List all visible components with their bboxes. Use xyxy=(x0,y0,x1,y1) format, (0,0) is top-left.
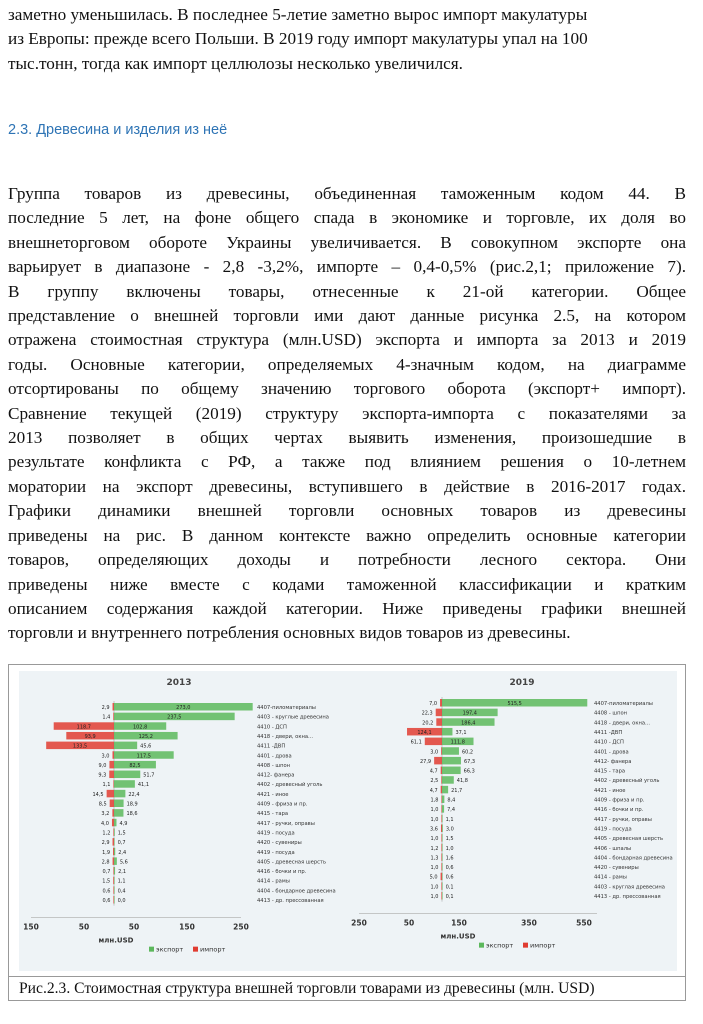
category-label: 4414 - рамы xyxy=(257,878,290,885)
export-value-label: 1,6 xyxy=(445,855,454,862)
export-value-label: 102,8 xyxy=(132,724,148,731)
legend-import-label: импорт xyxy=(530,941,556,950)
import-bar xyxy=(436,718,442,726)
legend-export-label: экспорт xyxy=(486,941,514,950)
category-label: 4419 - посуда xyxy=(594,826,632,833)
body-line: приведены ниже вместе с кодами таможенной классификации и кратким xyxy=(8,574,686,594)
import-value-label: 0,6 xyxy=(102,898,111,904)
export-value-label: 1,1 xyxy=(117,878,126,885)
export-bar xyxy=(114,838,115,846)
category-label: 4411 -ДВП xyxy=(257,743,286,750)
intro-line: из Европы: прежде всего Польши. В 2019 году импорт макулатуры упал на 100 xyxy=(8,29,588,49)
category-label: 4411 -ДВП xyxy=(594,729,623,736)
category-label: 4414 - рамы xyxy=(594,874,627,881)
import-bar xyxy=(109,761,114,769)
import-value-label: 4,7 xyxy=(429,787,438,794)
export-value-label: 82,5 xyxy=(129,762,141,769)
body-line: Графики динамики внешней торговли основных товаров из древесины xyxy=(8,501,686,521)
import-value-label: 0,7 xyxy=(102,869,111,876)
body-line: годы. Основные категории, определяемых 4-значным кодом, на диаграмме xyxy=(8,354,686,374)
import-value-label: 1,0 xyxy=(430,884,439,891)
import-value-label: 1,9 xyxy=(102,849,111,856)
import-value-label: 61,1 xyxy=(410,739,422,746)
import-value-label: 3,0 xyxy=(101,753,110,760)
import-bar xyxy=(441,873,442,881)
import-bar xyxy=(109,771,114,779)
body-line: приведены на рис. В данном контексте важно определить основные категории xyxy=(8,525,686,545)
import-value-label: 0,6 xyxy=(102,888,111,895)
import-bar xyxy=(113,877,114,885)
export-value-label: 0,6 xyxy=(445,865,454,872)
export-bar xyxy=(114,819,116,827)
legend-import-swatch xyxy=(523,943,528,948)
import-value-label: 1,5 xyxy=(102,878,111,885)
x-tick-label: 50 xyxy=(128,922,140,932)
import-bar xyxy=(441,767,442,775)
import-value-label: 1,4 xyxy=(102,714,111,721)
export-bar xyxy=(114,857,117,865)
export-value-label: 117,5 xyxy=(136,753,152,760)
import-bar xyxy=(113,896,114,904)
x-tick-label: 350 xyxy=(521,918,537,928)
category-label: 4420 - сувениры xyxy=(257,840,302,847)
import-value-label: 27,9 xyxy=(419,758,432,765)
import-value-label: 7,0 xyxy=(429,701,438,707)
legend-export-swatch xyxy=(149,947,154,952)
import-bar xyxy=(441,834,442,842)
export-value-label: 197,4 xyxy=(462,710,477,717)
import-bar xyxy=(441,853,442,861)
body-line: отражена стоимостная структура (млн.USD) экспорта и импорта за 2013 и 2019 xyxy=(8,330,686,350)
category-label: 4421 - иное xyxy=(257,791,289,798)
import-value-label: 1,2 xyxy=(430,845,439,852)
export-bar xyxy=(114,790,125,798)
import-value-label: 8,5 xyxy=(98,801,107,808)
import-value-label: 1,3 xyxy=(430,855,439,862)
figure-caption: Рис.2.3. Стоимостная структура внешней торговли товарами из древесины (млн. USD) xyxy=(9,976,685,1000)
export-value-label: 0,1 xyxy=(445,894,454,900)
export-bar xyxy=(442,882,443,890)
export-value-label: 66,3 xyxy=(463,768,475,775)
category-label: 4416 - бочки и пр. xyxy=(257,869,307,876)
import-bar xyxy=(441,776,442,784)
export-bar xyxy=(442,728,452,736)
body-line: Сравнение текущей (2019) структуру экспорта-импорта с показателями за xyxy=(8,403,686,423)
export-bar xyxy=(442,805,444,813)
category-label: 4418 - двери, окна... xyxy=(594,720,650,727)
export-bar xyxy=(442,863,443,871)
import-value-label: 1,8 xyxy=(430,797,439,804)
export-value-label: 111,8 xyxy=(450,739,465,746)
category-label: 4421 - иное xyxy=(594,787,626,794)
import-value-label: 9,0 xyxy=(98,762,107,769)
export-value-label: 0,0 xyxy=(117,898,126,904)
import-bar xyxy=(441,892,442,900)
import-bar xyxy=(441,796,442,804)
section-heading: 2.3. Древесина и изделия из неё xyxy=(8,122,228,138)
export-value-label: 41,1 xyxy=(137,782,150,789)
body-line: представление о внешней торговли ими дают данные рисунка 2.5, на котором xyxy=(8,306,686,326)
export-value-label: 1,5 xyxy=(445,836,454,843)
export-value-label: 18,6 xyxy=(126,811,138,818)
export-value-label: 186,4 xyxy=(461,720,476,727)
import-value-label: 2,8 xyxy=(101,859,110,866)
export-bar xyxy=(442,892,443,900)
category-label: 4407-пиломатериалы xyxy=(257,705,316,711)
chart-title: 2019 xyxy=(509,678,535,688)
export-bar xyxy=(114,771,140,779)
import-bar xyxy=(441,882,442,890)
body-line: результате конфликта с РФ, а также под влиянием решения о 10-летнем xyxy=(8,452,686,472)
body-line: В группу включены товары, отнесенные к 21-ой категории. Общее xyxy=(8,281,686,301)
body-line: варьирует в диапазоне - 2,8 -3,2%, импорте – 0,4-0,5% (рис.2,1; приложение 7). xyxy=(8,257,686,277)
x-axis-label: млн.USD xyxy=(440,932,476,941)
body-line: моратории на экспорт древесины, вступившего в действие в 2016-2017 годах. xyxy=(8,476,686,496)
category-label: 4402 - древесный уголь xyxy=(257,782,323,789)
export-value-label: 2,4 xyxy=(118,849,127,856)
x-tick-label: 150 xyxy=(23,922,39,932)
export-value-label: 45,6 xyxy=(140,743,152,750)
export-value-label: 1,1 xyxy=(445,816,454,823)
export-value-label: 0,1 xyxy=(445,884,454,891)
body-line: Группа товаров из древесины, объединенная таможенным кодом 44. В xyxy=(8,184,686,203)
export-value-label: 1,5 xyxy=(117,830,126,837)
category-label: 4401 - дрова xyxy=(257,753,292,760)
x-tick-label: 150 xyxy=(179,922,195,932)
export-value-label: 67,3 xyxy=(463,758,476,765)
import-bar xyxy=(112,809,114,817)
body-line: 2013 позволяет в общих чертах выявить изменения, произошедшие в xyxy=(8,428,686,448)
import-value-label: 22,3 xyxy=(421,710,433,717)
import-value-label: 124,1 xyxy=(417,729,432,736)
import-value-label: 5,0 xyxy=(429,874,438,881)
export-bar xyxy=(442,796,444,804)
import-bar xyxy=(113,838,114,846)
legend-export-label: экспорт xyxy=(156,945,184,954)
import-value-label: 133,5 xyxy=(72,743,88,750)
category-label: 4419 - посуда xyxy=(257,849,295,856)
export-bar xyxy=(114,886,115,894)
export-bar xyxy=(114,780,135,788)
category-label: 4408 - шпон xyxy=(257,762,291,769)
import-bar xyxy=(113,886,114,894)
category-label: 4402 - древесный уголь xyxy=(594,778,660,785)
category-label: 4403 - круглая древесина xyxy=(594,884,665,891)
intro-line: тыс.тонн, тогда как импорт целлюлозы несколько увеличился. xyxy=(8,53,463,73)
x-axis-label: млн.USD xyxy=(98,936,134,945)
category-label: 4404 - бондарное древесина xyxy=(257,888,336,895)
legend-export-swatch xyxy=(479,943,484,948)
import-value-label: 2,9 xyxy=(101,840,110,847)
export-bar xyxy=(442,824,443,832)
import-value-label: 4,7 xyxy=(429,768,438,775)
export-bar xyxy=(442,747,459,755)
category-label: 4408 - шпон xyxy=(594,710,628,717)
export-bar xyxy=(442,873,443,881)
x-tick-label: 150 xyxy=(451,918,467,928)
category-label: 4419 - посуда xyxy=(257,830,295,837)
import-value-label: 93,9 xyxy=(84,733,96,740)
import-value-label: 2,5 xyxy=(430,778,439,785)
export-bar xyxy=(114,848,115,856)
category-label: 4412- фанера xyxy=(594,758,632,765)
export-bar xyxy=(442,757,461,765)
import-bar xyxy=(113,828,114,836)
category-label: 4401 - дрова xyxy=(594,749,629,756)
intro-line: заметно уменьшилась. В последнее 5-летие заметно вырос импорт макулатуры xyxy=(8,5,588,24)
body-line: внешнеторговом обороте Украины увеличивается. В совокупном экспорте она xyxy=(8,232,686,252)
import-value-label: 1,0 xyxy=(430,836,439,843)
export-bar xyxy=(442,844,443,852)
export-value-label: 41,8 xyxy=(456,778,468,785)
import-bar xyxy=(441,747,442,755)
import-value-label: 4,0 xyxy=(101,820,109,827)
category-label: 4418 - двери, окна... xyxy=(257,733,313,740)
export-bar xyxy=(114,828,115,836)
category-label: 4409 - фриза и пр. xyxy=(594,797,645,804)
x-tick-label: 250 xyxy=(351,918,367,928)
import-value-label: 1,0 xyxy=(430,807,439,814)
import-value-label: 3,6 xyxy=(430,826,438,833)
import-bar xyxy=(441,805,442,813)
category-label: 4416 - бочки и пр. xyxy=(594,807,644,814)
import-value-label: 2,9 xyxy=(101,705,110,711)
body-line: отсортированы по общему значению торгового оборота (экспорт+ импорт). xyxy=(8,379,686,399)
body-paragraph xyxy=(8,182,686,646)
export-value-label: 22,4 xyxy=(128,791,140,798)
body-line: последние 5 лет, на фоне общего спада в экономике и торговле, их доля во xyxy=(8,208,686,228)
import-bar xyxy=(441,815,442,823)
import-bar xyxy=(112,751,114,759)
import-value-label: 1,1 xyxy=(102,782,111,789)
import-bar xyxy=(112,819,114,827)
chart-svg xyxy=(9,665,685,975)
import-bar xyxy=(113,703,114,711)
category-label: 4415 - тара xyxy=(594,768,626,775)
import-value-label: 1,0 xyxy=(430,816,439,823)
import-bar xyxy=(113,867,114,875)
import-bar xyxy=(113,713,114,721)
category-label: 4410 - ДСП xyxy=(594,739,624,746)
import-value-label: 1,0 xyxy=(430,894,439,900)
import-bar xyxy=(441,863,442,871)
category-label: 4412- фанера xyxy=(257,772,295,779)
export-value-label: 0,4 xyxy=(117,888,126,895)
x-tick-label: 250 xyxy=(233,922,249,932)
category-label: 4409 - фриза и пр. xyxy=(257,801,308,808)
import-bar xyxy=(110,800,114,808)
category-label: 4420 - сувениры xyxy=(594,865,639,872)
export-value-label: 51,7 xyxy=(143,772,155,779)
category-label: 4407-пиломатериалы xyxy=(594,701,653,707)
export-value-label: 125,2 xyxy=(138,733,153,740)
export-value-label: 237,5 xyxy=(167,714,182,721)
import-bar xyxy=(436,709,442,717)
export-bar xyxy=(114,809,123,817)
import-bar xyxy=(425,738,442,746)
category-label: 4417 - ручки, оправы xyxy=(594,816,652,823)
export-value-label: 0,7 xyxy=(117,840,126,847)
category-label: 4406 - шпалы xyxy=(594,845,632,852)
import-value-label: 118,7 xyxy=(76,724,92,731)
export-bar xyxy=(114,877,115,885)
export-bar xyxy=(114,742,137,750)
legend-import-label: импорт xyxy=(200,945,226,954)
category-label: 4404 - бондарная древесина xyxy=(594,855,673,862)
export-value-label: 60,2 xyxy=(461,749,474,756)
category-label: 4413 - др. прессованная xyxy=(257,898,324,904)
category-label: 4417 - ручки, оправы xyxy=(257,820,315,827)
export-value-label: 273,0 xyxy=(176,705,191,711)
export-bar xyxy=(442,767,461,775)
export-bar xyxy=(442,786,448,794)
export-value-label: 2,1 xyxy=(118,869,127,876)
export-value-label: 37,1 xyxy=(455,729,467,736)
export-value-label: 1,0 xyxy=(445,845,454,852)
export-value-label: 0,6 xyxy=(445,874,454,881)
category-label: 4415 - тара xyxy=(257,811,289,818)
import-bar xyxy=(113,780,114,788)
export-value-label: 4,9 xyxy=(119,820,128,827)
import-bar xyxy=(113,848,114,856)
figure xyxy=(8,664,686,1001)
import-bar xyxy=(440,699,442,707)
export-value-label: 3,0 xyxy=(445,826,454,833)
category-label: 4403 - круглые древесина xyxy=(257,714,329,721)
x-tick-label: 550 xyxy=(576,918,592,928)
export-bar xyxy=(442,776,454,784)
category-label: 4413 - др. прессованная xyxy=(594,894,661,900)
export-value-label: 18,9 xyxy=(126,801,138,808)
export-value-label: 8,4 xyxy=(447,797,456,804)
import-value-label: 1,0 xyxy=(430,865,439,872)
category-label: 4405 - древесная шерсть xyxy=(257,859,327,866)
intro-paragraph xyxy=(8,3,686,76)
export-bar xyxy=(114,800,124,808)
body-line: товаров, определяющих доходы и потребности лесного сектора. Они xyxy=(8,550,686,570)
export-bar xyxy=(442,815,443,823)
body-line: торговли и внутреннего потребления основных видов товаров из древесины. xyxy=(8,623,571,643)
body-line: описанием содержания каждой категории. Ниже приведены графики внешней xyxy=(8,598,686,618)
legend-import-swatch xyxy=(193,947,198,952)
export-value-label: 5,6 xyxy=(119,859,128,866)
export-value-label: 515,5 xyxy=(507,701,522,707)
export-value-label: 21,7 xyxy=(451,787,463,794)
category-label: 4410 - ДСП xyxy=(257,724,287,731)
import-bar xyxy=(434,757,442,765)
import-value-label: 9,3 xyxy=(98,772,107,779)
import-value-label: 20,2 xyxy=(422,720,434,727)
import-bar xyxy=(113,857,114,865)
import-value-label: 14,5 xyxy=(92,791,104,798)
export-bar xyxy=(442,853,443,861)
export-value-label: 7,4 xyxy=(447,807,456,814)
export-bar xyxy=(442,834,443,842)
category-label: 4405 - древесная шерсть xyxy=(594,836,664,843)
import-bar xyxy=(441,844,442,852)
x-tick-label: 50 xyxy=(403,918,415,928)
chart-title: 2013 xyxy=(166,678,192,688)
import-value-label: 3,0 xyxy=(430,749,439,756)
import-bar xyxy=(441,824,442,832)
import-bar xyxy=(107,790,114,798)
export-bar xyxy=(114,896,115,904)
x-tick-label: 50 xyxy=(78,922,90,932)
import-value-label: 1,2 xyxy=(102,830,111,837)
export-bar xyxy=(114,867,115,875)
import-bar xyxy=(441,786,442,794)
import-value-label: 3,2 xyxy=(101,811,110,818)
